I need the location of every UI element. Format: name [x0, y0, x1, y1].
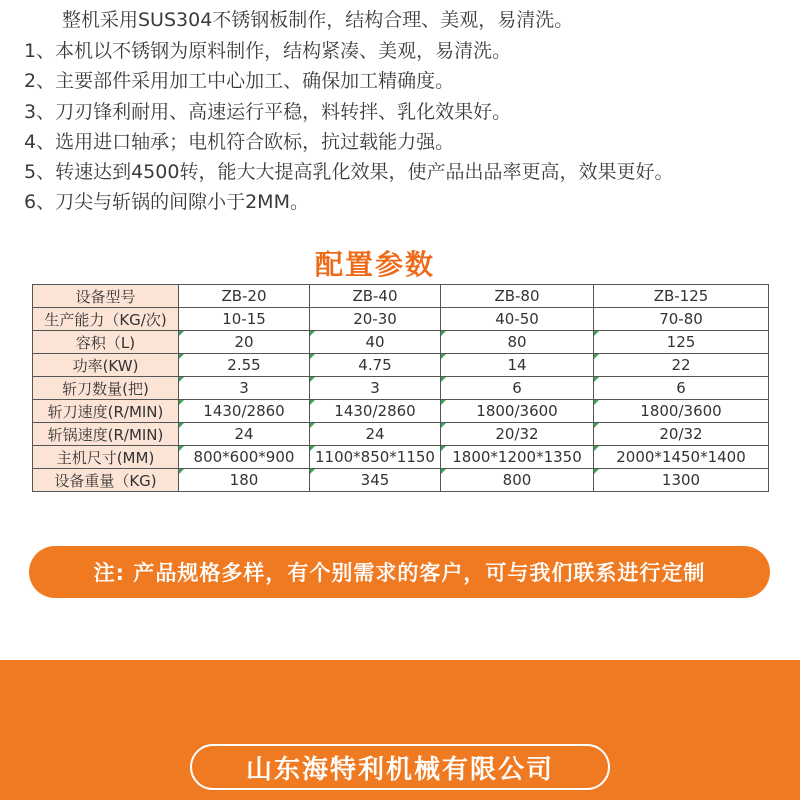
table-cell: 2000*1450*1400 — [594, 446, 769, 469]
table-cell: 800*600*900 — [179, 446, 310, 469]
header-cell: ZB-80 — [441, 285, 594, 308]
table-cell: 125 — [594, 331, 769, 354]
header-cell: 设备型号 — [33, 285, 179, 308]
table-row — [33, 423, 769, 446]
spec-table — [32, 284, 769, 492]
table-row — [33, 446, 769, 469]
table-cell: 20/32 — [594, 423, 769, 446]
table-header-row — [33, 285, 769, 308]
table-row — [33, 469, 769, 492]
header-cell: ZB-40 — [310, 285, 441, 308]
table-cell: 3 — [179, 377, 310, 400]
row-label: 容积（L) — [33, 331, 179, 354]
table-cell: 14 — [441, 354, 594, 377]
table-cell: 1300 — [594, 469, 769, 492]
table-cell: 1800/3600 — [594, 400, 769, 423]
table-cell: 6 — [441, 377, 594, 400]
row-label: 功率(KW) — [33, 354, 179, 377]
table-row — [33, 354, 769, 377]
company-name: 山东海特利机械有限公司 — [190, 744, 610, 790]
row-label: 主机尺寸(MM) — [33, 446, 179, 469]
table-cell: 1800/3600 — [441, 400, 594, 423]
feature-item-5: 5、转速达到4500转，能大大提高乳化效果，使产品出品率更高，效果更好。 — [24, 161, 674, 183]
spec-title: 配置参数 — [314, 248, 435, 281]
feature-item-1: 1、本机以不锈钢为原料制作，结构紧凑、美观，易清洗。 — [24, 40, 512, 62]
row-label: 设备重量（KG) — [33, 469, 179, 492]
table-cell: 10-15 — [179, 308, 310, 331]
intro-text: 整机采用SUS304不锈钢板制作，结构合理、美观，易清洗。 — [62, 9, 574, 31]
table-cell: 6 — [594, 377, 769, 400]
table-cell: 70-80 — [594, 308, 769, 331]
feature-item-2: 2、主要部件采用加工中心加工、确保加工精确度。 — [24, 70, 455, 92]
table-cell: 345 — [310, 469, 441, 492]
header-cell: ZB-125 — [594, 285, 769, 308]
table-cell: 1100*850*1150 — [310, 446, 441, 469]
row-label: 斩刀速度(R/MIN) — [33, 400, 179, 423]
table-cell: 20 — [179, 331, 310, 354]
table-cell: 24 — [310, 423, 441, 446]
feature-item-6: 6、刀尖与斩锅的间隙小于2MM。 — [24, 191, 309, 213]
table-cell: 1800*1200*1350 — [441, 446, 594, 469]
table-row — [33, 400, 769, 423]
table-row — [33, 377, 769, 400]
table-row — [33, 331, 769, 354]
table-row — [33, 308, 769, 331]
header-cell: ZB-20 — [179, 285, 310, 308]
table-cell: 180 — [179, 469, 310, 492]
customization-note: 注: 产品规格多样，有个别需求的客户，可与我们联系进行定制 — [29, 546, 770, 598]
table-cell: 24 — [179, 423, 310, 446]
table-cell: 40-50 — [441, 308, 594, 331]
table-cell: 1430/2860 — [310, 400, 441, 423]
table-cell: 800 — [441, 469, 594, 492]
table-cell: 3 — [310, 377, 441, 400]
table-cell: 1430/2860 — [179, 400, 310, 423]
table-cell: 2.55 — [179, 354, 310, 377]
table-cell: 80 — [441, 331, 594, 354]
table-cell: 4.75 — [310, 354, 441, 377]
table-cell: 20-30 — [310, 308, 441, 331]
row-label: 生产能力（KG/次) — [33, 308, 179, 331]
row-label: 斩刀数量(把) — [33, 377, 179, 400]
feature-item-3: 3、刀刃锋利耐用、高速运行平稳，料转拌、乳化效果好。 — [24, 101, 512, 123]
table-cell: 40 — [310, 331, 441, 354]
row-label: 斩锅速度(R/MIN) — [33, 423, 179, 446]
table-cell: 20/32 — [441, 423, 594, 446]
feature-item-4: 4、选用进口轴承；电机符合欧标，抗过载能力强。 — [24, 131, 455, 153]
table-cell: 22 — [594, 354, 769, 377]
